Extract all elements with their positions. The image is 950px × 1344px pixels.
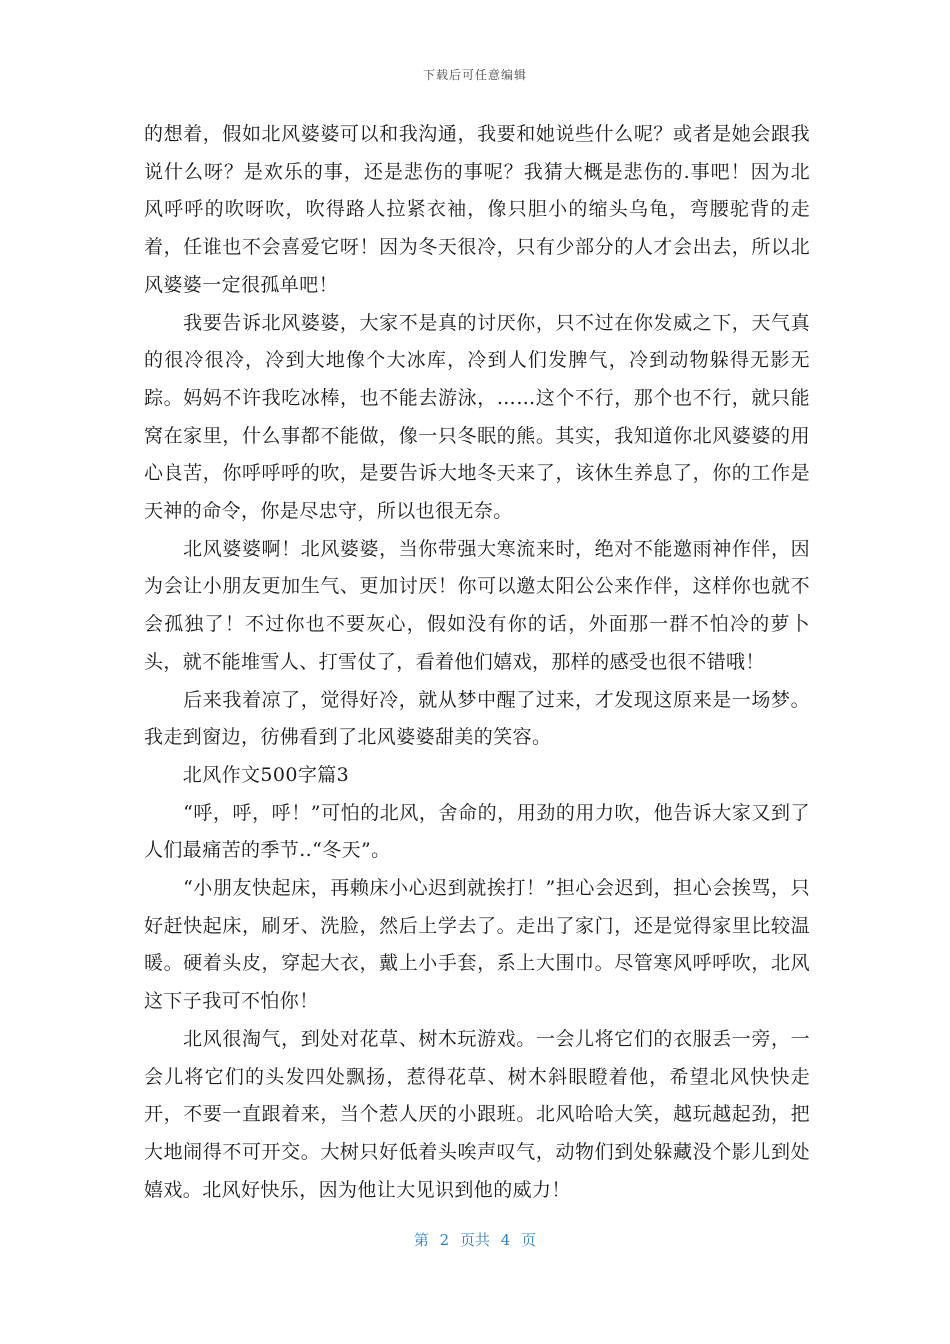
paragraph-7: 北风很淘气，到处对花草、树木玩游戏。一会儿将它们的衣服丢一旁，一会儿将它们的头发四处飘扬，惹得花草、树木斜眼瞪着他，希望北风快快走开，不要一直跟着来，当个惹人厌的小跟班。北风哈哈大笑，越玩越起劲，把大地闹得不可开交。大树只好低着头唉声叹气，动物们到处躲藏没个影儿到处嬉戏。北风好快乐，因为他让大见识到他的威力！ (144, 1027, 810, 1201)
paragraph-2: 我要告诉北风婆婆，大家不是真的讨厌你，只不过在你发威之下，天气真的很冷很冷，冷到大地像个大冰库，冷到人们发脾气，冷到动物躲得无影无踪。妈妈不许我吃冰棒，也不能去游泳，……这个不行，那个也不行，就只能窝在家里，什么事都不能做，像一只冬眠的熊。其实，我知道你北风婆婆的用心良苦，你呼呼呼的吹，是要告诉大地冬天来了，该休生养息了，你的工作是天神的命令，你是尽忠守，所以也很无奈。 (144, 311, 810, 523)
paragraph-1: 的想着，假如北风婆婆可以和我沟通，我要和她说些什么呢？或者是她会跟我说什么呀？是欢乐的事，还是悲伤的事呢？我猜大概是悲伤的.事吧！因为北风呼呼的吹呀吹，吹得路人拉紧衣袖，像只胆小的缩头乌龟，弯腰驼背的走着，任谁也不会喜爱它呀！因为冬天很冷，只有少部分的人才会出去，所以北风婆婆一定很孤单吧！ (144, 123, 810, 296)
paragraph-5: “呼，呼，呼！”可怕的北风，舍命的，用劲的用力吹，他告诉大家又到了人们最痛苦的季节..“冬天”。 (144, 801, 810, 862)
paragraph-3: 北风婆婆啊！北风婆婆，当你带强大寒流来时，绝对不能邀雨神作伴，因为会让小朋友更加生气、更加讨厌！你可以邀太阳公公来作伴，这样你也就不会孤独了！不过你也不要灰心，假如没有你的话，外面那一群不怕冷的萝卜头，就不能堆雪人、打雪仗了，看着他们嬉戏，那样的感受也很不错哦！ (144, 537, 810, 673)
section-heading: 北风作文500字篇3 (144, 763, 350, 786)
document-body (144, 116, 810, 1209)
paragraph-6: “小朋友快起床，再赖床小心迟到就挨打！”担心会迟到，担心会挨骂，只好赶快起床，刷牙、洗脸，然后上学去了。走出了家门，还是觉得家里比较温暖。硬着头皮，穿起大衣，戴上小手套，系上大围巾。尽管寒风呼呼吹，北风这下子我可不怕你！ (144, 877, 810, 1013)
paragraph-4: 后来我着凉了，觉得好冷，就从梦中醒了过来，才发现这原来是一场梦。我走到窗边，彷佛看到了北风婆婆甜美的笑容。 (144, 688, 810, 749)
page-number-footer: 第 2 页共 4 页 (413, 1231, 537, 1249)
page-header: 下载后可任意编辑 (422, 68, 527, 82)
